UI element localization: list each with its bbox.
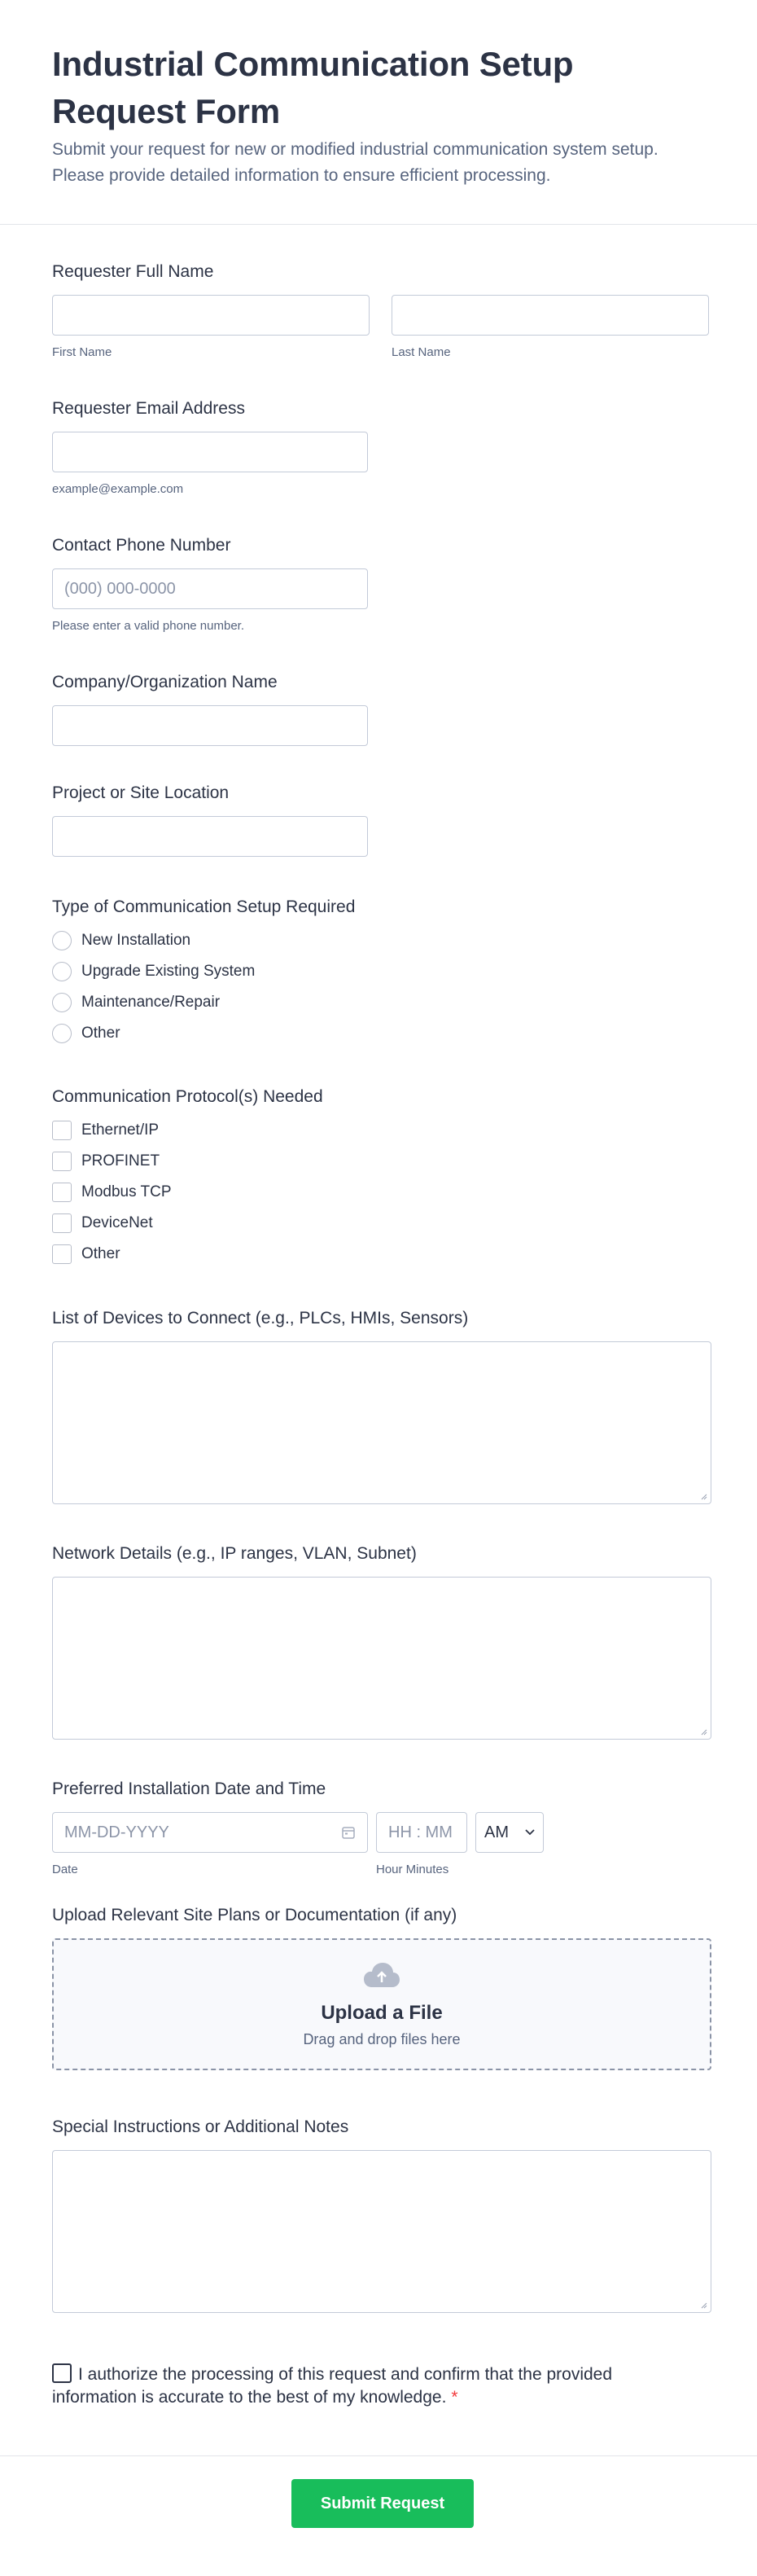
option-label: DeviceNet — [81, 1214, 153, 1231]
network-field — [52, 1543, 711, 1740]
protocol-option[interactable] — [52, 1146, 711, 1177]
email-input[interactable] — [52, 432, 368, 472]
resize-handle-icon[interactable] — [699, 1727, 707, 1736]
required-mark: * — [451, 2388, 458, 2407]
first-name-sublabel: First Name — [52, 345, 112, 359]
radio-button[interactable] — [52, 993, 72, 1012]
option-label: Other — [81, 1245, 120, 1262]
protocols-field — [52, 1086, 711, 1270]
radio-button[interactable] — [52, 1024, 72, 1043]
location-field — [52, 782, 711, 857]
upload-dropzone[interactable] — [52, 1938, 711, 2070]
company-label: Company/Organization Name — [52, 673, 278, 691]
phone-label: Contact Phone Number — [52, 536, 231, 555]
upload-title: Upload a File — [321, 2001, 443, 2024]
setup-type-option[interactable] — [52, 987, 711, 1018]
checkbox[interactable] — [52, 1121, 72, 1140]
date-input[interactable] — [52, 1812, 368, 1853]
resize-handle-icon[interactable] — [699, 1492, 707, 1500]
radio-button[interactable] — [52, 962, 72, 981]
email-field — [52, 397, 711, 496]
notes-field — [52, 2116, 711, 2313]
submit-button[interactable]: Submit Request — [291, 2479, 474, 2528]
upload-subtitle: Drag and drop files here — [303, 2030, 461, 2047]
protocol-option[interactable] — [52, 1177, 711, 1208]
setup-type-option[interactable] — [52, 925, 711, 956]
last-name-sublabel: Last Name — [392, 345, 451, 359]
radio-button[interactable] — [52, 931, 72, 950]
authorization-text — [52, 2363, 695, 2409]
calendar-icon[interactable] — [341, 1825, 356, 1840]
upload-field — [52, 1904, 711, 2070]
full-name-label: Requester Full Name — [52, 262, 214, 281]
datetime-label: Preferred Installation Date and Time — [52, 1780, 326, 1798]
first-name-input[interactable] — [52, 295, 370, 336]
devices-label: List of Devices to Connect (e.g., PLCs, HMIs, Sensors) — [52, 1309, 469, 1327]
option-label: Upgrade Existing System — [81, 963, 256, 980]
time-input[interactable]: HH : MM — [376, 1812, 467, 1853]
setup-type-field — [52, 896, 711, 1049]
ampm-select[interactable] — [475, 1812, 544, 1853]
company-input[interactable] — [52, 705, 368, 746]
authorization-label: I authorize the processing of this request and confirm that the provided information is accurate to the best of my knowledge. — [52, 2365, 613, 2407]
checkbox[interactable] — [52, 1183, 72, 1202]
setup-type-option[interactable] — [52, 956, 711, 987]
cloud-upload-icon — [362, 1961, 401, 1990]
option-label: PROFINET — [81, 1152, 160, 1170]
protocol-option[interactable] — [52, 1239, 711, 1270]
option-label: Modbus TCP — [81, 1183, 172, 1200]
option-label: Ethernet/IP — [81, 1121, 160, 1139]
authorization-checkbox[interactable] — [52, 2363, 72, 2383]
resize-handle-icon[interactable] — [699, 2301, 707, 2309]
phone-field — [52, 534, 711, 633]
phone-input[interactable]: (000) 000-0000 — [52, 568, 368, 609]
devices-field — [52, 1307, 711, 1504]
time-sublabel: Hour Minutes — [376, 1863, 449, 1876]
ampm-value: AM — [484, 1823, 509, 1841]
date-placeholder: MM-DD-YYYY — [64, 1823, 169, 1841]
setup-type-option[interactable] — [52, 1018, 711, 1049]
company-field — [52, 671, 711, 746]
protocol-option[interactable] — [52, 1208, 711, 1239]
form-header — [0, 0, 757, 225]
devices-textarea[interactable] — [52, 1341, 711, 1504]
network-label: Network Details (e.g., IP ranges, VLAN, Subnet) — [52, 1544, 417, 1563]
checkbox[interactable] — [52, 1244, 72, 1264]
phone-sublabel: Please enter a valid phone number. — [52, 619, 244, 633]
location-input[interactable] — [52, 816, 368, 857]
option-label: New Installation — [81, 932, 191, 949]
last-name-input[interactable] — [392, 295, 709, 336]
datetime-field — [52, 1778, 711, 1876]
upload-label: Upload Relevant Site Plans or Documentation (if any) — [52, 1906, 457, 1924]
chevron-down-icon — [525, 1829, 535, 1836]
full-name-field — [52, 261, 711, 359]
checkbox[interactable] — [52, 1152, 72, 1171]
setup-type-label: Type of Communication Setup Required — [52, 897, 356, 916]
form-title: Industrial Communication Setup Request Form — [52, 45, 574, 130]
authorization-field — [52, 2363, 695, 2409]
location-label: Project or Site Location — [52, 783, 230, 802]
notes-label: Special Instructions or Additional Notes — [52, 2117, 349, 2136]
email-label: Requester Email Address — [52, 399, 245, 418]
option-label: Maintenance/Repair — [81, 994, 221, 1011]
checkbox[interactable] — [52, 1213, 72, 1233]
date-sublabel: Date — [52, 1863, 78, 1876]
notes-textarea[interactable] — [52, 2150, 711, 2313]
protocol-option[interactable] — [52, 1115, 711, 1146]
network-textarea[interactable] — [52, 1577, 711, 1740]
option-label: Other — [81, 1025, 120, 1042]
form-description: Submit your request for new or modified industrial communication system setup. Please provide detailed information to ensure efficient processing. — [52, 140, 659, 185]
email-sublabel: example@example.com — [52, 482, 184, 496]
protocols-label: Communication Protocol(s) Needed — [52, 1087, 323, 1106]
